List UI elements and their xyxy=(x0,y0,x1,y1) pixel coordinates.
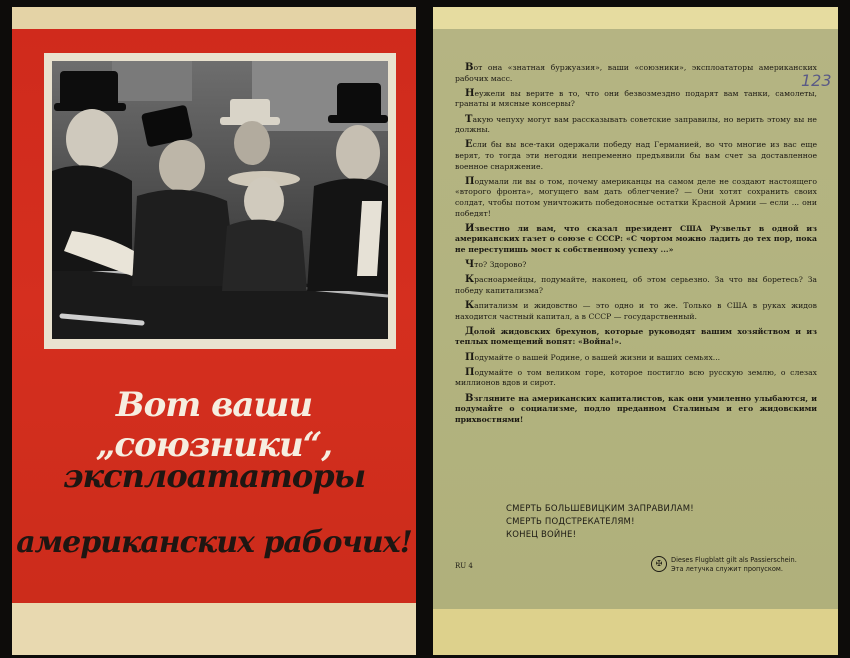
slogan-line-3: американских рабочих! xyxy=(16,525,412,560)
closing-slogans xyxy=(506,503,694,542)
pass-text-russian: Эта летучка служит пропуском. xyxy=(671,565,783,573)
leaflet-paragraph xyxy=(455,140,817,172)
drop-cap: П xyxy=(465,175,475,187)
leaflet-paragraph xyxy=(455,115,817,136)
paragraph-text: расноармейцы, подумайте, наконец, об этом серьезно. За что вы боретесь? За победу капитализма? xyxy=(455,275,817,295)
drop-cap: К xyxy=(465,274,475,286)
paragraph-text: от она «знатная буржуазия», ваши «союзники», эксплоататоры американских рабочих масс. xyxy=(455,63,817,83)
drop-cap: К xyxy=(465,300,475,312)
paper-top-band xyxy=(12,7,416,29)
leaflet-front xyxy=(12,7,416,655)
drop-cap: П xyxy=(465,366,475,378)
paragraph-text: еужели вы верите в то, что они безвозмездно подарят вам танки, самолеты, гранаты и мясные консервы? xyxy=(455,88,817,109)
paragraph-text: звестно ли вам, что сказал президент США Рузвельт в одной из американских газет о союзе с СССР: «С чортом можно ладить до тех пор, пока не переступишь мост к собственному успеху ...» xyxy=(455,223,817,254)
drop-cap: Н xyxy=(465,87,475,99)
paragraph-text: одумайте о том великом горе, которое постигло всю русскую землю, о слезах миллионов вдов и сирот. xyxy=(455,367,817,388)
leaflet-paragraph xyxy=(455,368,817,389)
closing-slogan: СМЕРТЬ БОЛЬШЕВИЦКИМ ЗАПРАВИЛАМ! xyxy=(506,504,694,514)
slogan-line-2: эксплоататоры xyxy=(62,457,366,495)
leaflet-paragraph xyxy=(455,224,817,256)
safe-conduct-note xyxy=(651,556,797,574)
paragraph-text: апитализм и жидовство — это одно и то же. Только в США в руках жидов находится частный капитал, а в СССР — государственный. xyxy=(455,301,817,321)
pass-text-german: Dieses Flugblatt gilt als Passierschein. xyxy=(671,556,797,564)
drop-cap: П xyxy=(465,351,475,363)
handwritten-number: 123 xyxy=(801,71,832,90)
leaflet-text xyxy=(455,63,817,430)
leaflet-paragraph xyxy=(455,177,817,219)
slogan-line-1: Вот ваши „союзники“, xyxy=(95,385,333,465)
paragraph-text: одумали ли вы о том, почему американцы на самом деле не создают настоящего «второго фронта», могущего вам дать облегчение? — Они хотят сохранить своих солдат, чтобы потом уничтожить победоносные остатки Красной Армии — если ... они победят! xyxy=(455,176,817,218)
photo-frame xyxy=(44,53,396,349)
leaflet-paragraph xyxy=(455,353,817,364)
paragraph-text: то? Здорово? xyxy=(474,260,527,270)
leaflet-paragraph xyxy=(455,260,817,271)
drop-cap: И xyxy=(465,222,475,234)
drop-cap: Т xyxy=(465,113,473,125)
drop-cap: Е xyxy=(465,139,473,151)
closing-slogan: СМЕРТЬ ПОДСТРЕКАТЕЛЯМ! xyxy=(506,517,635,527)
leaflet-paragraph xyxy=(455,301,817,322)
leaflet-code: RU 4 xyxy=(455,562,473,570)
leaflet-back xyxy=(433,7,838,655)
leaflet-paragraph xyxy=(455,327,817,348)
paper-bottom-band xyxy=(433,609,838,655)
drop-cap: В xyxy=(465,392,474,404)
photograph xyxy=(52,61,388,339)
paragraph-text: сли бы вы все-таки одержали победу над Германией, во что многие из вас еще верят, то тогда эти негодяи непременно предъявили бы вам счет за доставленное военное снаряжение. xyxy=(455,140,817,171)
leaflet-paragraph xyxy=(455,89,817,110)
paragraph-text: акую чепуху могут вам рассказывать советские заправилы, но верить этому вы не должны. xyxy=(455,114,817,135)
paragraph-text: одумайте о вашей Родине, о вашей жизни и ваших семьях... xyxy=(474,352,721,362)
drop-cap: Д xyxy=(465,325,474,337)
paper-top-band xyxy=(433,7,838,29)
drop-cap: В xyxy=(465,62,474,73)
drop-cap: Ч xyxy=(465,259,475,271)
leaflet-paragraph xyxy=(455,63,817,84)
paragraph-text: згляните на американских капиталистов, как они умиленно улыбаются, и подумайте о социализме, подло преданном Сталиным и его жидовскими прихвостнями! xyxy=(455,393,817,424)
leaflet-paragraph xyxy=(455,394,817,426)
leaflet-paragraph xyxy=(455,275,817,296)
eagle-emblem-icon: ✠ xyxy=(651,556,667,572)
closing-slogan: КОНЕЦ ВОЙНЕ! xyxy=(506,530,577,540)
paragraph-text: олой жидовских брехунов, которые руководят вашим хозяйством и из теплых помещений вопят: «Война!». xyxy=(455,326,817,347)
